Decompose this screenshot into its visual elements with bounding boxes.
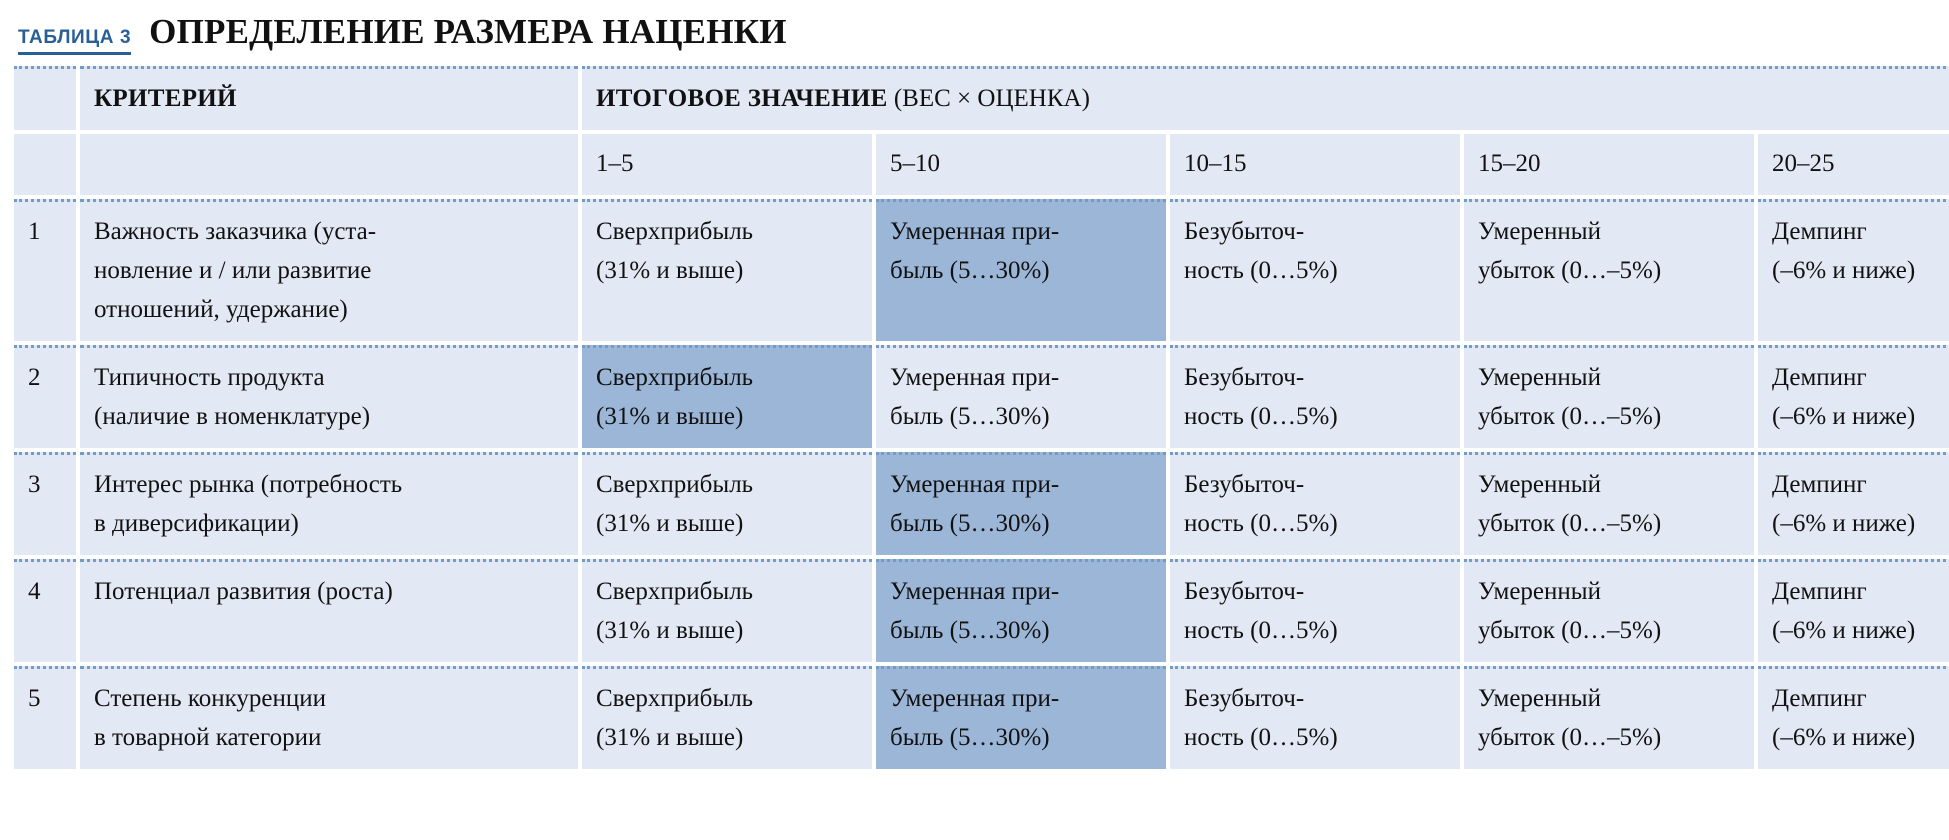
- value-line: Демпинг: [1772, 578, 1867, 605]
- value-line: Демпинг: [1772, 685, 1867, 712]
- criterion-cell: [80, 345, 578, 448]
- value-cell-band-4: [1464, 199, 1754, 341]
- value-line: ность (0…5%): [1184, 257, 1338, 284]
- value-line: Безубыточ-: [1184, 471, 1305, 498]
- value-line: Демпинг: [1772, 471, 1867, 498]
- value-line: убыток (0…–5%): [1478, 617, 1662, 644]
- value-line: (–6% и ниже): [1772, 724, 1916, 751]
- value-cell-band-2: [876, 452, 1166, 555]
- value-line: (–6% и ниже): [1772, 617, 1916, 644]
- value-line: ность (0…5%): [1184, 724, 1338, 751]
- value-line: Безубыточ-: [1184, 364, 1305, 391]
- table-row: [14, 666, 1949, 769]
- table-row: [14, 345, 1949, 448]
- value-line: (31% и выше): [596, 403, 744, 430]
- criterion-line: (наличие в номенклатуре): [94, 403, 371, 430]
- header-cell-criterion-2: [80, 134, 578, 195]
- value-line: Умеренный: [1478, 471, 1601, 498]
- header-band-3: 10–15: [1170, 134, 1460, 195]
- value-line: Безубыточ-: [1184, 685, 1305, 712]
- criterion-cell: [80, 452, 578, 555]
- header-band-1: 1–5: [582, 134, 872, 195]
- value-line: Безубыточ-: [1184, 218, 1305, 245]
- criterion-cell: [80, 666, 578, 769]
- value-cell-band-1: [582, 345, 872, 448]
- value-line: Демпинг: [1772, 218, 1867, 245]
- value-line: Умеренный: [1478, 364, 1601, 391]
- value-line: (31% и выше): [596, 724, 744, 751]
- value-cell-band-3: [1170, 199, 1460, 341]
- table-body: [14, 66, 1949, 769]
- criterion-cell: [80, 199, 578, 341]
- table-row: [14, 199, 1949, 341]
- value-cell-band-2: [876, 199, 1166, 341]
- value-cell-band-4: [1464, 559, 1754, 662]
- criterion-line: Степень конкуренции: [94, 685, 327, 712]
- value-line: Сверхприбыль: [596, 471, 754, 498]
- value-line: Умеренный: [1478, 578, 1601, 605]
- value-line: Умеренная при-: [890, 471, 1060, 498]
- value-line: (–6% и ниже): [1772, 510, 1916, 537]
- value-line: быль (5…30%): [890, 257, 1050, 284]
- value-line: ность (0…5%): [1184, 617, 1338, 644]
- value-cell-band-3: [1170, 559, 1460, 662]
- value-cell-band-2: [876, 559, 1166, 662]
- value-cell-band-4: [1464, 345, 1754, 448]
- value-line: (31% и выше): [596, 617, 744, 644]
- criterion-line: в товарной категории: [94, 724, 322, 751]
- value-line: Умеренная при-: [890, 218, 1060, 245]
- page-title: ОПРЕДЕЛЕНИЕ РАЗМЕРА НАЦЕНКИ: [149, 12, 787, 51]
- value-cell-band-2: [876, 345, 1166, 448]
- header-cell-criterion: [80, 66, 578, 130]
- table-number-label: ТАБЛИЦА 3: [18, 28, 131, 55]
- value-cell-band-5: [1758, 559, 1949, 662]
- table-row: [14, 559, 1949, 662]
- value-line: ность (0…5%): [1184, 510, 1338, 537]
- value-line: быль (5…30%): [890, 403, 1050, 430]
- value-cell-band-1: [582, 559, 872, 662]
- header-criterion-label: КРИТЕРИЙ: [94, 85, 237, 112]
- header-band-5: 20–25: [1758, 134, 1949, 195]
- criterion-line: отношений, удержание): [94, 296, 348, 323]
- criterion-line: в диверсификации): [94, 510, 299, 537]
- value-line: убыток (0…–5%): [1478, 724, 1662, 751]
- value-cell-band-1: [582, 666, 872, 769]
- value-cell-band-4: [1464, 452, 1754, 555]
- row-index: 1: [14, 199, 76, 341]
- value-line: Безубыточ-: [1184, 578, 1305, 605]
- value-line: быль (5…30%): [890, 510, 1050, 537]
- value-cell-band-4: [1464, 666, 1754, 769]
- criterion-line: новление и / или развитие: [94, 257, 372, 284]
- markup-size-table: [10, 62, 1949, 773]
- row-index: 3: [14, 452, 76, 555]
- table-row: [14, 452, 1949, 555]
- header-band-4: 15–20: [1464, 134, 1754, 195]
- value-cell-band-5: [1758, 666, 1949, 769]
- value-line: убыток (0…–5%): [1478, 403, 1662, 430]
- value-cell-band-3: [1170, 452, 1460, 555]
- value-line: ность (0…5%): [1184, 403, 1338, 430]
- header-cell-index-2: [14, 134, 76, 195]
- value-line: Умеренная при-: [890, 364, 1060, 391]
- value-line: Сверхприбыль: [596, 578, 754, 605]
- value-cell-band-3: [1170, 345, 1460, 448]
- criterion-cell: [80, 559, 578, 662]
- criterion-line: Потенциал развития (роста): [94, 578, 393, 605]
- title-row: [14, 0, 1935, 62]
- table-header-row-1: [14, 66, 1949, 130]
- value-line: (–6% и ниже): [1772, 257, 1916, 284]
- header-total-paren: (ВЕС × ОЦЕНКА): [893, 85, 1090, 112]
- value-line: Умеренный: [1478, 685, 1601, 712]
- value-cell-band-5: [1758, 452, 1949, 555]
- value-line: (31% и выше): [596, 257, 744, 284]
- value-line: быль (5…30%): [890, 617, 1050, 644]
- value-cell-band-1: [582, 452, 872, 555]
- value-cell-band-3: [1170, 666, 1460, 769]
- row-index: 5: [14, 666, 76, 769]
- value-line: Демпинг: [1772, 364, 1867, 391]
- header-total-label: ИТОГОВОЕ ЗНАЧЕНИЕ: [596, 85, 888, 112]
- value-line: Умеренный: [1478, 218, 1601, 245]
- value-line: быль (5…30%): [890, 724, 1050, 751]
- value-line: Умеренная при-: [890, 685, 1060, 712]
- row-index: 4: [14, 559, 76, 662]
- criterion-line: Типичность продукта: [94, 364, 325, 391]
- value-line: (31% и выше): [596, 510, 744, 537]
- value-line: Сверхприбыль: [596, 685, 754, 712]
- header-cell-total: [582, 66, 1949, 130]
- value-cell-band-2: [876, 666, 1166, 769]
- criterion-line: Интерес рынка (потребность: [94, 471, 403, 498]
- header-band-2: 5–10: [876, 134, 1166, 195]
- criterion-line: Важность заказчика (уста-: [94, 218, 377, 245]
- value-cell-band-5: [1758, 199, 1949, 341]
- table-header-row-2: [14, 134, 1949, 195]
- value-cell-band-5: [1758, 345, 1949, 448]
- value-line: (–6% и ниже): [1772, 403, 1916, 430]
- value-line: Сверхприбыль: [596, 218, 754, 245]
- value-line: Сверхприбыль: [596, 364, 754, 391]
- value-line: Умеренная при-: [890, 578, 1060, 605]
- header-cell-index: [14, 66, 76, 130]
- value-line: убыток (0…–5%): [1478, 257, 1662, 284]
- value-line: убыток (0…–5%): [1478, 510, 1662, 537]
- value-cell-band-1: [582, 199, 872, 341]
- row-index: 2: [14, 345, 76, 448]
